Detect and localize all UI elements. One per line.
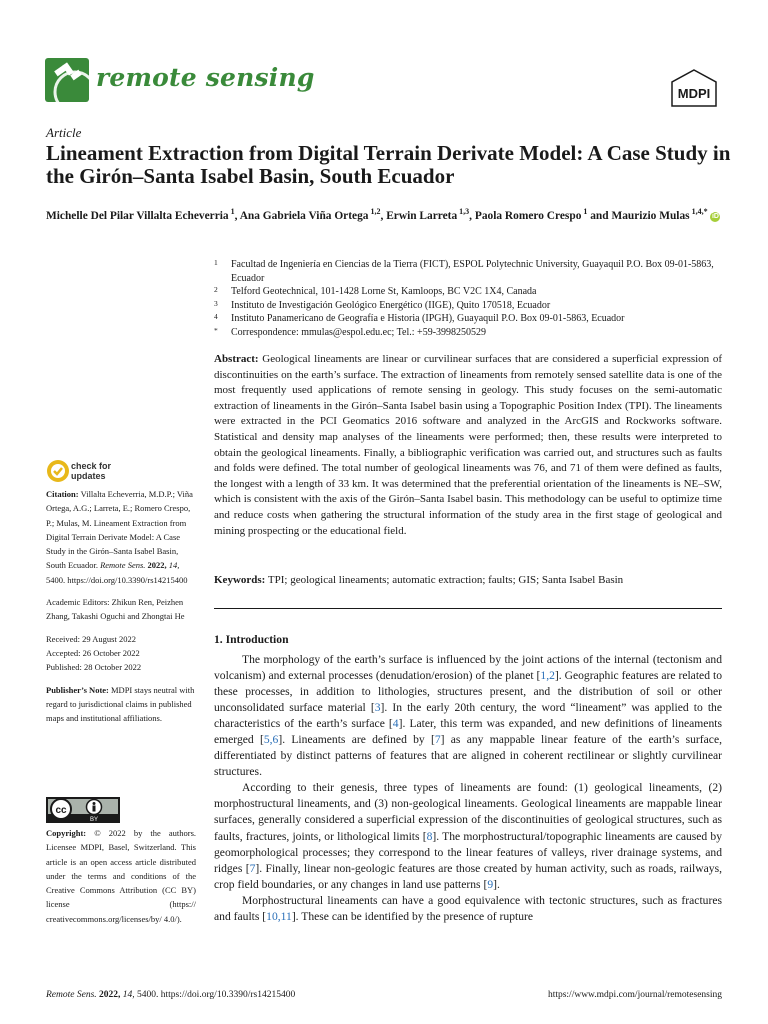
keywords-label: Keywords: <box>214 574 266 586</box>
author-affiliation-marker: 1,2 <box>368 207 381 216</box>
intro-text: ]. Finally, linear non-geologic features are those created by human activity, such as roads, railways, crop field boundaries, or any changes in land use patterns [ <box>214 861 722 891</box>
footer-citation: Remote Sens. 2022, 14, 5400. https://doi.org/10.3390/rs14215400 <box>46 990 296 1000</box>
journal-logo-icon <box>45 58 89 102</box>
affiliation-item <box>214 285 734 299</box>
intro-text: ]. Geographic features are related to these processes, in addition to lithologies, structures present, and the distribution of soil or other unconsolidated surface material [ <box>214 669 722 715</box>
svg-text:cc: cc <box>55 805 67 816</box>
copyright <box>46 826 196 926</box>
reference-link[interactable]: 1,2 <box>540 669 555 683</box>
section-divider <box>214 608 722 609</box>
received-date: Received: 29 August 2022 <box>46 633 136 644</box>
keywords <box>214 572 722 588</box>
reference-link[interactable]: 3 <box>374 701 381 715</box>
affiliation-text: Instituto de Investigación Geológico Energético (IIGE), Quito 170518, Ecuador <box>231 299 551 311</box>
affiliation-item <box>214 299 734 313</box>
author-affiliation-marker: 1,4,* <box>689 207 708 216</box>
affiliation-text: Correspondence: mmulas@espol.edu.ec; Tel.: +59-3998250529 <box>231 326 487 338</box>
accepted-date: Accepted: 26 October 2022 <box>46 647 140 658</box>
cc-by-text: BY <box>89 817 99 823</box>
author-affiliation-marker: 1 <box>228 207 235 216</box>
reference-link[interactable]: 4 <box>392 717 399 731</box>
affiliations <box>214 258 734 340</box>
author-affiliation-marker: 1,3 <box>457 207 470 216</box>
author-affiliation-marker: 1 <box>581 207 588 216</box>
intro-text: Morphostructural lineaments can have a good equivalence with tectonic structures, such as fractures and faults [ <box>214 893 722 923</box>
orcid-icon[interactable]: iD <box>711 212 719 220</box>
dates <box>46 632 196 675</box>
journal-name: remote sensing <box>96 63 315 92</box>
sidebar <box>46 487 196 733</box>
check-updates-icon <box>46 459 70 483</box>
abstract <box>214 352 722 539</box>
keywords-text: TPI; geological lineaments; automatic extraction; faults; GIS; Santa Isabel Basin <box>267 574 624 586</box>
reference-link[interactable]: 9 <box>487 877 494 891</box>
author-name[interactable]: Ana Gabriela Viña Ortega <box>239 209 369 222</box>
citation: Citation: Villalta Echeverria, M.D.P.; Viña Ortega, A.G.; Larreta, E.; Romero Crespo, P.; Mulas, M. Lineament Extraction from Digital Terrain Derivate Model: A Case Study in the Girón–Santa Isabel Basin, South Ecuador. Remote Sens. 2022, 14, 5400. https://doi.org/10.3390/rs14215400 <box>46 489 193 585</box>
citation-label: Citation: <box>46 489 79 499</box>
intro-text: ]. The morphostructural/topographic lineaments are caused by geomorphological processes; they correspond to the linear features of valleys, river drainage systems, and ridges [ <box>214 829 722 875</box>
reference-link[interactable]: 8 <box>426 829 433 843</box>
affiliation-text: Facultad de Ingeniería en Ciencias de la Tierra (FICT), ESPOL Polytechnic University, Guayaquil P.O. Box 09-01-5863, Ecuador <box>231 259 714 284</box>
author-name[interactable]: Paola Romero Crespo <box>474 209 582 222</box>
check-updates-line2: updates <box>71 471 106 481</box>
affiliation-item <box>214 312 734 326</box>
intro-paragraph <box>214 652 722 780</box>
article-title: Lineament Extraction from Digital Terrain Derivate Model: A Case Study in the Girón–Santa Isabel Basin, South Ecuador <box>46 141 731 188</box>
abstract-label: Abstract: <box>214 353 259 365</box>
article-type: Article <box>46 125 82 140</box>
reference-link[interactable]: 10,11 <box>266 909 292 923</box>
affiliation-number: 3 <box>214 298 218 308</box>
intro-text: ]. In the early 20th century, the word “lineament” was applied to the characteristics of the earth’s surface [ <box>214 701 722 731</box>
intro-paragraph <box>214 780 722 892</box>
copyright-label: Copyright: <box>46 828 87 838</box>
check-for-updates-button[interactable] <box>46 459 146 485</box>
reference-link[interactable]: 7 <box>434 733 441 747</box>
author-name[interactable]: Erwin Larreta <box>386 209 458 222</box>
reference-link[interactable]: 5,6 <box>263 733 279 747</box>
intro-text: The morphology of the earth’s surface is influenced by the joint actions of the internal (tectonism and volcanism) and external processes (denudation/erosion) of the planet [ <box>214 653 722 683</box>
published-date: Published: 28 October 2022 <box>46 662 142 673</box>
affiliation-text: Telford Geotechnical, 101-1428 Lorne St, Kamloops, BC V2C 1X4, Canada <box>231 286 537 298</box>
section-heading-introduction: 1. Introduction <box>214 633 289 646</box>
introduction-body <box>214 652 722 925</box>
intro-text: ]. Lineaments are defined by [ <box>278 733 435 747</box>
intro-paragraph <box>214 893 722 925</box>
intro-text: ] as any mappable linear feature of the earth’s surface, differentiated by distinct patterns of features that are aligned in coherent rectilinear or slightly curvilinear structures. <box>214 733 722 779</box>
affiliation-number: 2 <box>214 285 218 295</box>
check-updates-line1: check for <box>71 461 112 471</box>
copyright-text: © 2022 by the authors. Licensee MDPI, Basel, Switzerland. This article is an open access article distributed under the terms and conditions of the Creative Commons Attribution (CC BY) license (https:// creativecommons.org/licenses/by/ 4.0/). <box>46 828 196 924</box>
intro-text: ]. Later, this term was expanded, and new definitions of lineaments emerged [ <box>214 717 722 747</box>
affiliation-text: Instituto Panamericano de Geografía e Historia (IPGH), Guayaquil P.O. Box 09-01-5863, Ecuador <box>231 313 625 325</box>
academic-editors: Academic Editors: Zhikun Ren, Peizhen Zhang, Takashi Oguchi and Zhongtai He <box>46 597 185 622</box>
citation-doi-link[interactable]: 5400. https://doi.org/10.3390/rs14215400 <box>46 574 188 585</box>
cc-by-license-icon[interactable] <box>46 797 120 823</box>
mdpi-logo-text: MDPI <box>677 86 711 101</box>
publisher-note: Publisher’s Note: MDPI stays neutral with regard to jurisdictional claims in published maps and institutional affiliations. <box>46 684 195 724</box>
intro-text: According to their genesis, three types of lineaments are found: (1) geological lineaments, (2) morphostructural lineaments, and (3) non-geological lineaments. Geological lineaments are mappable linear surfaces, generally considered a superficial expression of the discontinuities of geological structures, such as faults, fractures, joints, or lithological limits [ <box>214 781 722 843</box>
abstract-text: Geological lineaments are linear or curvilinear surfaces that are considered a superficial expression of discontinuities on the earth’s surface. The extraction of lineaments from remotely sensed satellite data is one of the most frequently used applications of remote sensing in geology. This study focuses on the semi-automatic extraction of lineaments in the Girón–Santa Isabel basin using a Topographic Position Index (TPI). The lineaments were extracted in the PCI Geomatics 2016 software and analyzed in the ArcGIS and Rockworks software. Statistical and density map analyses of the lineaments were performed; then, these results were interpreted to obtain the geological lineaments. Finally, a bibliographic verification was carried out, and structures such as faults and folds were defined. The total number of geological lineaments was 76, and 71 of them were defined as faults, the longest with a length of 33 km. It was determined that the preferential orientation of the lineaments is NE–SW, which is consistent with the axis of the Girón–Santa Isabel basin. This methodology can be useful to optimize time and reduce costs when gathering the structural information of the study area in the first stage of geological and mining prospecting or the educational field. <box>214 353 722 537</box>
affiliation-item <box>214 258 734 285</box>
reference-link[interactable]: 7 <box>249 861 256 875</box>
intro-text: ]. <box>493 877 500 891</box>
affiliation-number: * <box>214 325 218 335</box>
affiliation-number: 4 <box>214 312 218 322</box>
author-name[interactable]: Michelle Del Pilar Villalta Echeverria <box>46 209 229 222</box>
footer-journal-url[interactable]: https://www.mdpi.com/journal/remotesensing <box>547 990 722 1000</box>
affiliation-number: 1 <box>214 258 218 267</box>
author-name[interactable]: Maurizio Mulas <box>611 209 690 222</box>
author-list: Michelle Del Pilar Villalta Echeverria $^1$, Ana Gabriela Viña Ortega $^{1,2}$, Erwin Larreta $^{1,3}$, Paola Romero Crespo $^1$ and Maurizio Mulas $^{1,4,*}$ iD <box>46 207 719 222</box>
affiliation-item <box>214 326 734 340</box>
intro-text: ]. These can be identified by the presence of rupture <box>291 909 534 923</box>
footer-doi-link[interactable]: 5400. https://doi.org/10.3390/rs14215400 <box>137 990 296 1000</box>
mdpi-logo-icon[interactable] <box>668 68 720 108</box>
